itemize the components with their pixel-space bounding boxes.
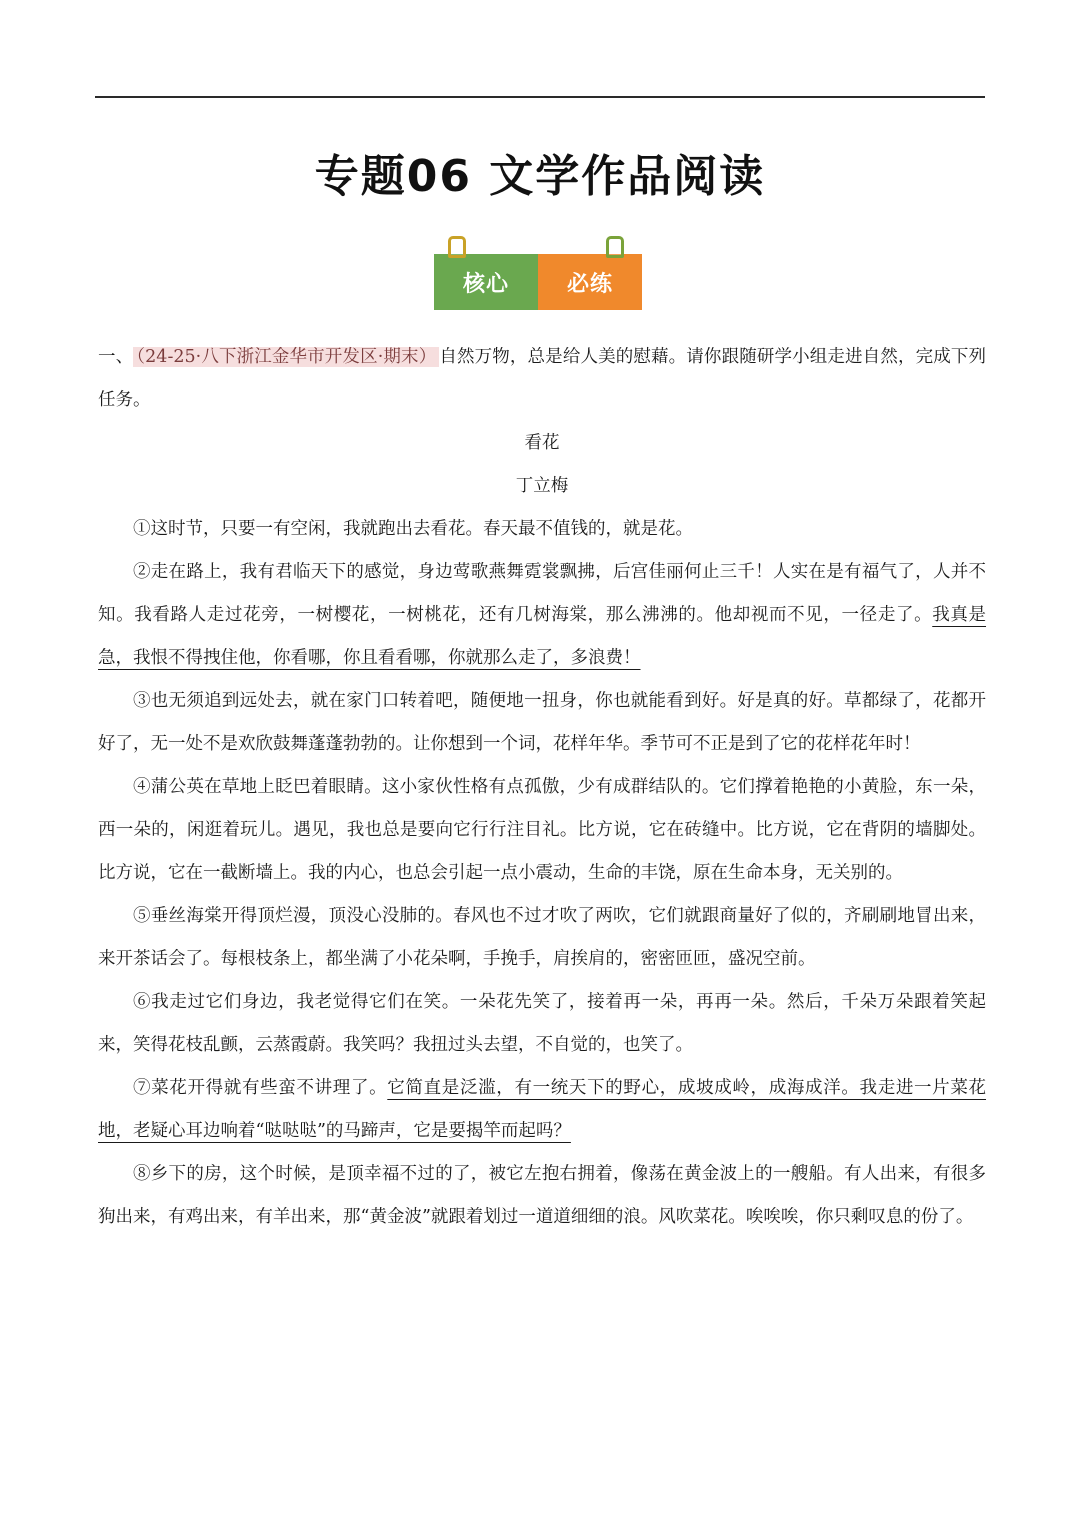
core-practice-badge	[434, 254, 642, 310]
paragraph-1: ①这时节，只要一有空闲，我就跑出去看花。春天最不值钱的，就是花。	[133, 519, 693, 539]
question-prompt: 自然万物，总是给人美的慰藉。请你跟随研学小组走进自然，完成下列任务。	[98, 347, 987, 410]
paragraph-2	[98, 551, 986, 680]
paragraph-3: ③也无须追到远处去，就在家门口转着吧，随便地一扭身，你也就能看到好。好是真的好。草都绿了，花都开好了，无一处不是欢欣鼓舞蓬蓬勃勃的。让你想到一个词，花样年华。季节可不正是到了它的花样花年时！	[98, 691, 986, 754]
question-intro	[98, 336, 986, 422]
document-body	[98, 336, 986, 1239]
binder-clip-icon	[448, 236, 466, 258]
badge-label-core: 核心	[434, 254, 538, 310]
question-source-tag: （24-25·八下浙江金华市开发区·期末）	[133, 347, 439, 367]
article-title: 看花	[524, 433, 560, 453]
paragraph-4: ④蒲公英在草地上眨巴着眼睛。这小家伙性格有点孤傲，少有成群结队的。它们撑着艳艳的小黄脸，东一朵，西一朵的，闲逛着玩儿。遇见，我也总是要向它行行注目礼。比方说，它在砖缝中。比方说，它在背阴的墙脚处。比方说，它在一截断墙上。我的内心，也总会引起一点小震动，生命的丰饶，原在生命本身，无关别的。	[98, 777, 986, 883]
underlined-sentence: 它简直是泛滥，有一统天下的野心，成坡成岭，成海成洋。我走进一片菜花地，老疑心耳边响着“哒哒哒”的马蹄声，它是要揭竿而起吗？	[98, 1078, 987, 1141]
paragraph-5: ⑤垂丝海棠开得顶烂漫，顶没心没肺的。春风也不过才吹了两吹，它们就跟商量好了似的，齐刷刷地冒出来，来开茶话会了。每根枝条上，都坐满了小花朵啊，手挽手，肩挨肩的，密密匝匝，盛况空前。	[98, 906, 986, 969]
badge-label-practice: 必练	[538, 254, 642, 310]
underlined-sentence: 我真是急，我恨不得拽住他，你看哪，你且看看哪，你就那么走了，多浪费！	[98, 605, 987, 668]
paragraph-6: ⑥我走过它们身边，我老觉得它们在笑。一朵花先笑了，接着再一朵，再再一朵。然后，千朵万朵跟着笑起来，笑得花枝乱颤，云蒸霞蔚。我笑吗？我扭过头去望，不自觉的，也笑了。	[98, 992, 986, 1055]
page-title: 专题06 文学作品阅读	[314, 151, 766, 202]
paragraph-8: ⑧乡下的房，这个时候，是顶幸福不过的了，被它左抱右拥着，像荡在黄金波上的一艘船。有人出来，有很多狗出来，有鸡出来，有羊出来，那“黄金波”就跟着划过一道道细细的浪。风吹菜花。唉唉唉，你只剩叹息的份了。	[98, 1164, 986, 1227]
paragraph-2-text: ②走在路上，我有君临天下的感觉，身边莺歌燕舞霓裳飘拂，后宫佳丽何止三千！人实在是有福气了，人并不知。我看路人走过花旁，一树樱花，一树桃花，还有几树海棠，那么沸沸的。他却视而不见，一径走了。	[98, 562, 986, 625]
paragraph-7-text: ⑦菜花开得就有些蛮不讲理了。	[133, 1078, 388, 1098]
paragraph-7	[98, 1067, 986, 1153]
header-rule	[95, 96, 985, 98]
article-author: 丁立梅	[515, 476, 569, 496]
binder-clip-icon	[606, 236, 624, 258]
question-number: 一、	[98, 347, 134, 367]
